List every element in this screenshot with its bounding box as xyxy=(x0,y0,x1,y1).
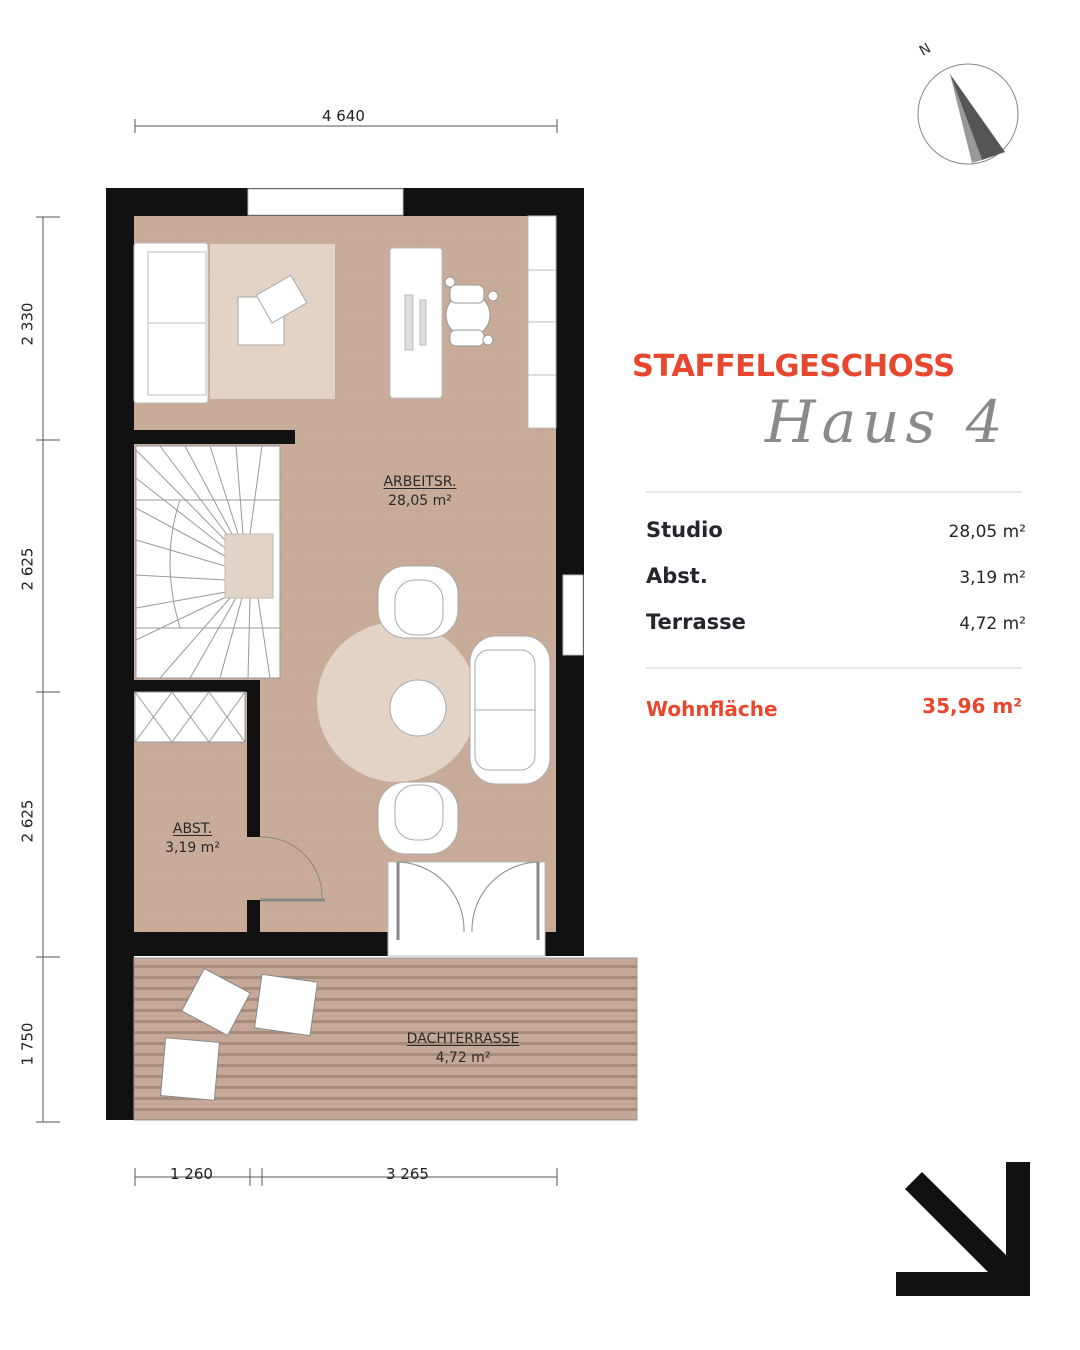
dim-left-3: 2 625 xyxy=(18,799,37,843)
wardrobe xyxy=(135,692,245,742)
page-title: STAFFELGESCHOSS xyxy=(632,349,955,384)
summary-total-label: Wohnfläche xyxy=(646,697,778,721)
room-label-storage xyxy=(145,820,240,858)
room-name-terrace: DACHTERRASSE xyxy=(406,1031,520,1047)
summary-value-terrace: 4,72 m² xyxy=(959,614,1026,634)
north-arrow-icon xyxy=(918,64,1018,164)
haus-script-logo: Haus 4 xyxy=(765,388,1009,456)
dim-left-1: 2 330 xyxy=(18,302,37,346)
summary-label-studio: Studio xyxy=(646,518,723,542)
room-label-terrace xyxy=(383,1030,543,1068)
summary-total-value: 35,96 m² xyxy=(922,694,1022,718)
room-area-work: 28,05 m² xyxy=(388,493,452,509)
summary-label-storage: Abst. xyxy=(646,564,708,588)
arrow-down-right-icon xyxy=(896,1162,1030,1296)
dim-bottom-1: 1 260 xyxy=(170,1165,213,1183)
north-label: N xyxy=(916,40,934,60)
room-area-terrace: 4,72 m² xyxy=(435,1050,491,1066)
room-name-work: ARBEITSR. xyxy=(383,474,457,490)
summary-value-studio: 28,05 m² xyxy=(948,522,1026,542)
summary-label-terrace: Terrasse xyxy=(646,610,746,634)
room-label-work xyxy=(360,473,480,511)
desk xyxy=(390,248,442,398)
dim-top-width: 4 640 xyxy=(322,107,365,125)
sofa xyxy=(134,243,208,403)
terrace-door xyxy=(388,862,545,956)
dim-left-4: 1 750 xyxy=(18,1022,37,1066)
room-name-storage: ABST. xyxy=(172,821,213,837)
summary-value-storage: 3,19 m² xyxy=(959,568,1026,588)
room-area-storage: 3,19 m² xyxy=(165,840,220,856)
staircase xyxy=(136,446,280,678)
dim-left-2: 2 625 xyxy=(18,547,37,591)
dim-bottom-2: 3 265 xyxy=(386,1165,429,1183)
